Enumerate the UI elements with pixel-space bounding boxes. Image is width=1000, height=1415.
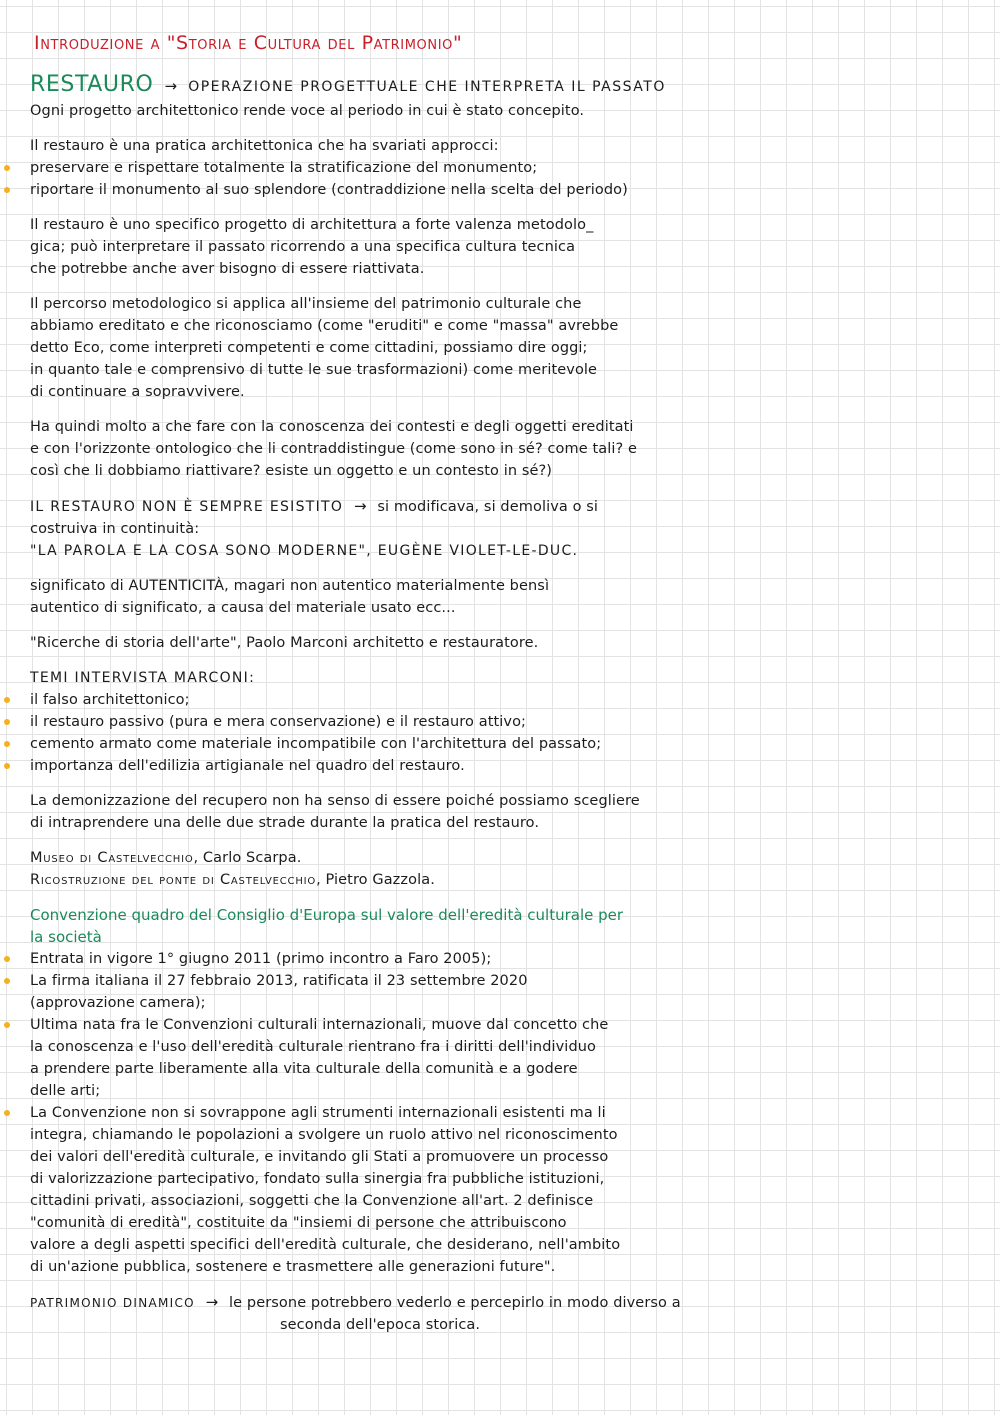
castelvecchio-label: Ricostruzione del ponte di Castelvecchio xyxy=(30,872,317,888)
temi-section xyxy=(30,667,985,777)
paragraph-line: La demonizzazione del recupero non ha senso di essere poiché possiamo scegliere xyxy=(30,793,640,809)
approcci-intro: Il restauro è una pratica architettonica che ha svariati approcci: xyxy=(30,138,499,154)
list-item-line: Entrata in vigore 1° giugno 2011 (primo incontro a Faro 2005); xyxy=(30,951,492,967)
paragraph-line: in quanto tale e comprensivo di tutte le sue trasformazioni) come meritevole xyxy=(30,362,598,378)
list-item: cemento armato come materiale incompatibile con l'architettura del passato; xyxy=(30,733,985,755)
list-item-line: "comunità di eredità", costituite da "insiemi di persone che attribuiscono xyxy=(30,1215,567,1231)
patrimonio-section xyxy=(30,1291,985,1336)
paragraph-line: così che li dobbiamo riattivare? esiste un oggetto e un contesto in sé?) xyxy=(30,463,553,479)
non-sempre-line xyxy=(30,495,985,518)
violet-le-duc-quote: "LA PAROLA E LA COSA SONO MODERNE", EUGÈNE VIOLET-LE-DUC. xyxy=(30,543,579,559)
castelvecchio-author: , Pietro Gazzola. xyxy=(316,872,435,888)
patrimonio-label: PATRIMONIO DINAMICO xyxy=(30,1296,195,1310)
temi-list xyxy=(30,689,985,777)
list-item-line: (approvazione camera); xyxy=(30,995,206,1011)
list-item-line: delle arti; xyxy=(30,1083,101,1099)
convenzione-heading: la società xyxy=(30,928,102,946)
castelvecchio-label: Museo di Castelvecchio xyxy=(30,850,194,866)
arrow-icon: → xyxy=(164,77,178,95)
list-item-line: dei valori dell'eredità culturale, e invitando gli Stati a promuovere un processo xyxy=(30,1149,609,1165)
list-item-line: cittadini privati, associazioni, soggetti che la Convenzione all'art. 2 definisce xyxy=(30,1193,594,1209)
ricerche-line: "Ricerche di storia dell'arte", Paolo Marconi architetto e restauratore. xyxy=(30,635,539,651)
paragraph-line: di intraprendere una delle due strade durante la pratica del restauro. xyxy=(30,815,540,831)
non-sempre-rest: si modificava, si demoliva o si xyxy=(377,499,599,515)
list-item: preservare e rispettare totalmente la stratificazione del monumento; xyxy=(30,157,985,179)
autenticita-paragraph xyxy=(30,575,985,619)
paragraph-line: Ha quindi molto a che fare con la conoscenza dei contesti e degli oggetti ereditati xyxy=(30,419,634,435)
conoscenza-paragraph xyxy=(30,416,985,482)
list-item xyxy=(30,1102,985,1278)
convenzione-list xyxy=(30,948,985,1278)
temi-heading: TEMI INTERVISTA MARCONI: xyxy=(30,670,256,686)
paragraph-line: significato di AUTENTICITÀ, magari non autentico materialmente bensì xyxy=(30,578,550,594)
restauro-word: RESTAURO xyxy=(30,72,154,97)
list-item: il restauro passivo (pura e mera conservazione) e il restauro attivo; xyxy=(30,711,985,733)
paragraph-line: autentico di significato, a causa del materiale usato ecc... xyxy=(30,600,456,616)
castelvecchio-author: , Carlo Scarpa. xyxy=(193,850,302,866)
restauro-heading xyxy=(30,72,985,100)
list-item: il falso architettonico; xyxy=(30,689,985,711)
ricerche-paragraph xyxy=(30,632,985,654)
page-title: Introduzione a "Storia e Cultura del Patrimonio" xyxy=(34,32,463,54)
list-item-line: a prendere parte liberamente alla vita culturale della comunità e a godere xyxy=(30,1061,578,1077)
list-item-line: la conoscenza e l'uso dell'eredità culturale rientrano fra i diritti dell'individuo xyxy=(30,1039,597,1055)
patrimonio-text: le persone potrebbero vederlo e percepirlo in modo diverso a xyxy=(229,1295,681,1311)
list-item xyxy=(30,1014,985,1102)
paragraph-line: di continuare a sopravvivere. xyxy=(30,384,245,400)
approcci-section xyxy=(30,135,985,201)
paragraph-line: che potrebbe anche aver bisogno di essere riattivata. xyxy=(30,261,425,277)
convenzione-heading: Convenzione quadro del Consiglio d'Europa sul valore dell'eredità culturale per xyxy=(30,906,624,924)
demonizzazione-paragraph xyxy=(30,790,985,834)
percorso-paragraph xyxy=(30,293,985,403)
castelvecchio-ponte xyxy=(30,869,985,891)
paragraph-line: gica; può interpretare il passato ricorrendo a una specifica cultura tecnica xyxy=(30,239,576,255)
paragraph-line: Il restauro è uno specifico progetto di architettura a forte valenza metodolo_ xyxy=(30,217,594,233)
arrow-icon: → xyxy=(353,497,367,515)
restauro-definition: OPERAZIONE PROGETTUALE CHE INTERPRETA IL PASSATO xyxy=(188,79,666,95)
list-item-line: Ultima nata fra le Convenzioni culturali internazionali, muove dal concetto che xyxy=(30,1017,609,1033)
patrimonio-line xyxy=(30,1291,985,1314)
list-item-line: integra, chiamando le popolazioni a svolgere un ruolo attivo nel riconoscimento xyxy=(30,1127,618,1143)
paragraph-line: detto Eco, come interpreti competenti e come cittadini, possiamo dire oggi; xyxy=(30,340,588,356)
arrow-icon: → xyxy=(205,1293,219,1311)
paragraph-line: e con l'orizzonte ontologico che li contraddistingue (come sono in sé? come tali? e xyxy=(30,441,638,457)
list-item-line: La firma italiana il 27 febbraio 2013, ratificata il 23 settembre 2020 xyxy=(30,973,528,989)
patrimonio-line2: seconda dell'epoca storica. xyxy=(280,1317,481,1333)
non-sempre-section xyxy=(30,495,985,562)
convenzione-section xyxy=(30,904,985,1278)
list-item-line: di un'azione pubblica, sostenere e trasmettere alle generazioni future". xyxy=(30,1259,556,1275)
list-item-line: di valorizzazione partecipativo, fondato sulla sinergia fra pubbliche istituzioni, xyxy=(30,1171,605,1187)
list-item: importanza dell'edilizia artigianale nel quadro del restauro. xyxy=(30,755,985,777)
list-item: riportare il monumento al suo splendore (contraddizione nella scelta del periodo) xyxy=(30,179,985,201)
paragraph-line: abbiamo ereditato e che riconosciamo (come "eruditi" e come "massa" avrebbe xyxy=(30,318,619,334)
list-item xyxy=(30,970,985,1014)
paragraph-line: Il percorso metodologico si applica all'insieme del patrimonio culturale che xyxy=(30,296,582,312)
castelvecchio-section xyxy=(30,847,985,891)
list-item-line: La Convenzione non si sovrappone agli strumenti internazionali esistenti ma li xyxy=(30,1105,606,1121)
restauro-subline: Ogni progetto architettonico rende voce al periodo in cui è stato concepito. xyxy=(30,103,585,119)
approcci-list xyxy=(30,157,985,201)
list-item xyxy=(30,948,985,970)
list-item-line: valore a degli aspetti specifici dell'eredità culturale, che desiderano, nell'ambito xyxy=(30,1237,621,1253)
non-sempre-line2: costruiva in continuità: xyxy=(30,521,200,537)
non-sempre-lead: IL RESTAURO NON È SEMPRE ESISTITO xyxy=(30,499,344,515)
progetto-paragraph xyxy=(30,214,985,280)
notes-page xyxy=(30,28,985,1336)
castelvecchio-museo xyxy=(30,847,985,869)
